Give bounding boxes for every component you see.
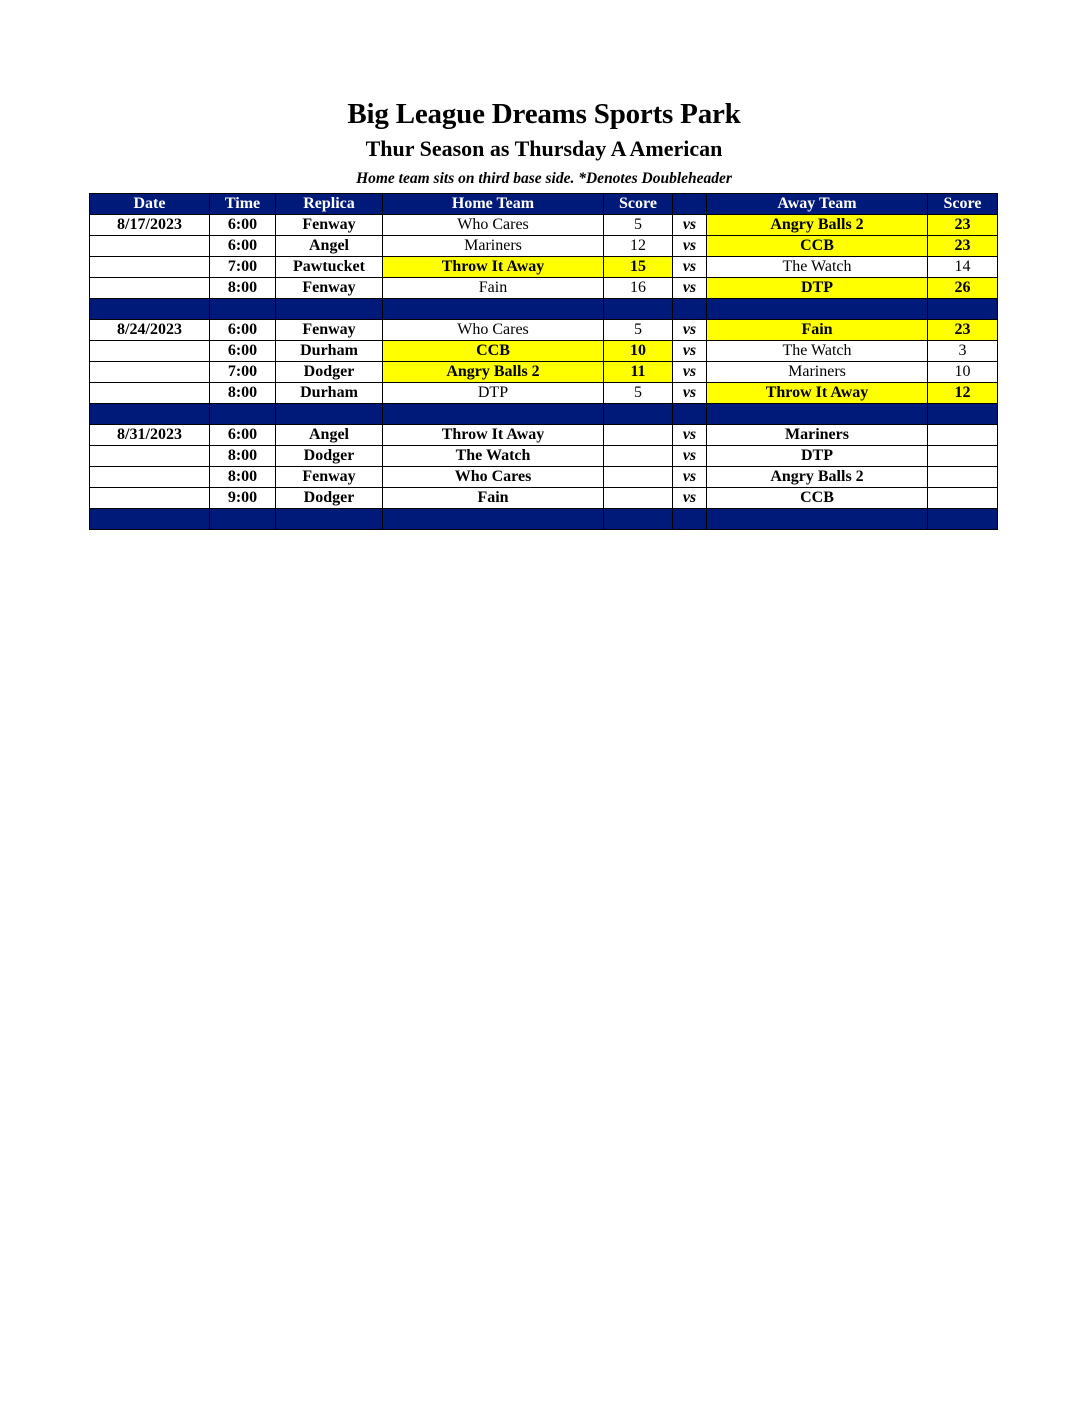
away-score <box>928 488 998 509</box>
game-time: 8:00 <box>210 278 276 299</box>
home-team: Mariners <box>383 236 604 257</box>
home-score: 11 <box>604 362 673 383</box>
replica-field: Fenway <box>276 320 383 341</box>
separator-cell <box>673 299 707 320</box>
away-team: Mariners <box>707 362 928 383</box>
game-date <box>90 257 210 278</box>
away-team: Mariners <box>707 425 928 446</box>
home-team: Who Cares <box>383 215 604 236</box>
vs-label: vs <box>673 215 707 236</box>
away-score <box>928 467 998 488</box>
game-date <box>90 467 210 488</box>
separator-cell <box>210 404 276 425</box>
game-time: 6:00 <box>210 236 276 257</box>
separator-cell <box>383 299 604 320</box>
game-date <box>90 278 210 299</box>
separator-cell <box>928 509 998 530</box>
header-time: Time <box>210 194 276 215</box>
game-date: 8/24/2023 <box>90 320 210 341</box>
separator-cell <box>604 509 673 530</box>
header-vs <box>673 194 707 215</box>
week-separator-row <box>90 509 998 530</box>
game-date <box>90 341 210 362</box>
game-row <box>90 488 998 509</box>
vs-label: vs <box>673 341 707 362</box>
doubleheader-note: Home team sits on third base side. *Denotes Doubleheader <box>356 170 732 187</box>
replica-field: Durham <box>276 341 383 362</box>
away-team: Throw It Away <box>707 383 928 404</box>
away-score <box>928 446 998 467</box>
separator-cell <box>673 509 707 530</box>
away-score: 23 <box>928 236 998 257</box>
home-team: Fain <box>383 278 604 299</box>
page-subtitle: Thur Season as Thursday A American <box>365 136 723 161</box>
home-score: 5 <box>604 215 673 236</box>
header-replica: Replica <box>276 194 383 215</box>
header-row <box>90 194 998 215</box>
away-team: DTP <box>707 446 928 467</box>
away-team: The Watch <box>707 341 928 362</box>
away-team: CCB <box>707 488 928 509</box>
header-home-score: Score <box>604 194 673 215</box>
schedule-body <box>90 215 998 530</box>
home-score: 16 <box>604 278 673 299</box>
away-score: 23 <box>928 215 998 236</box>
separator-cell <box>707 299 928 320</box>
game-row <box>90 446 998 467</box>
separator-cell <box>276 509 383 530</box>
vs-label: vs <box>673 320 707 341</box>
replica-field: Dodger <box>276 446 383 467</box>
away-score: 3 <box>928 341 998 362</box>
home-score: 15 <box>604 257 673 278</box>
replica-field: Durham <box>276 383 383 404</box>
separator-cell <box>383 509 604 530</box>
home-team: Who Cares <box>383 320 604 341</box>
separator-cell <box>210 509 276 530</box>
home-score <box>604 446 673 467</box>
vs-label: vs <box>673 278 707 299</box>
replica-field: Dodger <box>276 362 383 383</box>
away-team: DTP <box>707 278 928 299</box>
game-row <box>90 215 998 236</box>
game-time: 7:00 <box>210 362 276 383</box>
game-row <box>90 320 998 341</box>
game-time: 6:00 <box>210 425 276 446</box>
week-separator-row <box>90 299 998 320</box>
separator-cell <box>928 299 998 320</box>
home-team: Who Cares <box>383 467 604 488</box>
game-time: 9:00 <box>210 488 276 509</box>
vs-label: vs <box>673 362 707 383</box>
game-row <box>90 362 998 383</box>
home-team: Fain <box>383 488 604 509</box>
game-row <box>90 278 998 299</box>
vs-label: vs <box>673 425 707 446</box>
home-team: CCB <box>383 341 604 362</box>
game-date <box>90 488 210 509</box>
game-time: 6:00 <box>210 341 276 362</box>
week-separator-row <box>90 404 998 425</box>
away-team: Fain <box>707 320 928 341</box>
home-team: The Watch <box>383 446 604 467</box>
home-score <box>604 425 673 446</box>
home-score: 10 <box>604 341 673 362</box>
page-title: Big League Dreams Sports Park <box>347 98 741 130</box>
game-row <box>90 236 998 257</box>
replica-field: Angel <box>276 425 383 446</box>
vs-label: vs <box>673 467 707 488</box>
game-date: 8/17/2023 <box>90 215 210 236</box>
away-team: CCB <box>707 236 928 257</box>
away-score: 23 <box>928 320 998 341</box>
game-row <box>90 341 998 362</box>
header-away-score: Score <box>928 194 998 215</box>
replica-field: Fenway <box>276 467 383 488</box>
home-team: Angry Balls 2 <box>383 362 604 383</box>
game-time: 6:00 <box>210 320 276 341</box>
separator-cell <box>673 404 707 425</box>
home-score: 5 <box>604 383 673 404</box>
game-date <box>90 236 210 257</box>
header-home-team: Home Team <box>383 194 604 215</box>
schedule-table <box>89 193 998 530</box>
separator-cell <box>276 299 383 320</box>
header-date: Date <box>90 194 210 215</box>
replica-field: Fenway <box>276 215 383 236</box>
replica-field: Pawtucket <box>276 257 383 278</box>
away-score: 12 <box>928 383 998 404</box>
home-score <box>604 467 673 488</box>
away-team: Angry Balls 2 <box>707 215 928 236</box>
vs-label: vs <box>673 446 707 467</box>
game-time: 8:00 <box>210 467 276 488</box>
vs-label: vs <box>673 257 707 278</box>
game-date <box>90 446 210 467</box>
separator-cell <box>90 404 210 425</box>
game-time: 6:00 <box>210 215 276 236</box>
separator-cell <box>707 404 928 425</box>
replica-field: Dodger <box>276 488 383 509</box>
away-score: 10 <box>928 362 998 383</box>
separator-cell <box>604 404 673 425</box>
home-team: Throw It Away <box>383 425 604 446</box>
home-score <box>604 488 673 509</box>
game-time: 7:00 <box>210 257 276 278</box>
replica-field: Fenway <box>276 278 383 299</box>
away-team: Angry Balls 2 <box>707 467 928 488</box>
home-score: 12 <box>604 236 673 257</box>
away-score <box>928 425 998 446</box>
separator-cell <box>90 509 210 530</box>
away-score: 26 <box>928 278 998 299</box>
separator-cell <box>210 299 276 320</box>
game-row <box>90 425 998 446</box>
game-date <box>90 362 210 383</box>
vs-label: vs <box>673 488 707 509</box>
game-row <box>90 467 998 488</box>
home-team: DTP <box>383 383 604 404</box>
game-time: 8:00 <box>210 446 276 467</box>
vs-label: vs <box>673 236 707 257</box>
home-team: Throw It Away <box>383 257 604 278</box>
away-team: The Watch <box>707 257 928 278</box>
game-time: 8:00 <box>210 383 276 404</box>
separator-cell <box>604 299 673 320</box>
separator-cell <box>276 404 383 425</box>
home-score: 5 <box>604 320 673 341</box>
replica-field: Angel <box>276 236 383 257</box>
header-away-team: Away Team <box>707 194 928 215</box>
separator-cell <box>383 404 604 425</box>
game-date: 8/31/2023 <box>90 425 210 446</box>
separator-cell <box>707 509 928 530</box>
separator-cell <box>928 404 998 425</box>
vs-label: vs <box>673 383 707 404</box>
game-row <box>90 257 998 278</box>
game-row <box>90 383 998 404</box>
game-date <box>90 383 210 404</box>
separator-cell <box>90 299 210 320</box>
away-score: 14 <box>928 257 998 278</box>
